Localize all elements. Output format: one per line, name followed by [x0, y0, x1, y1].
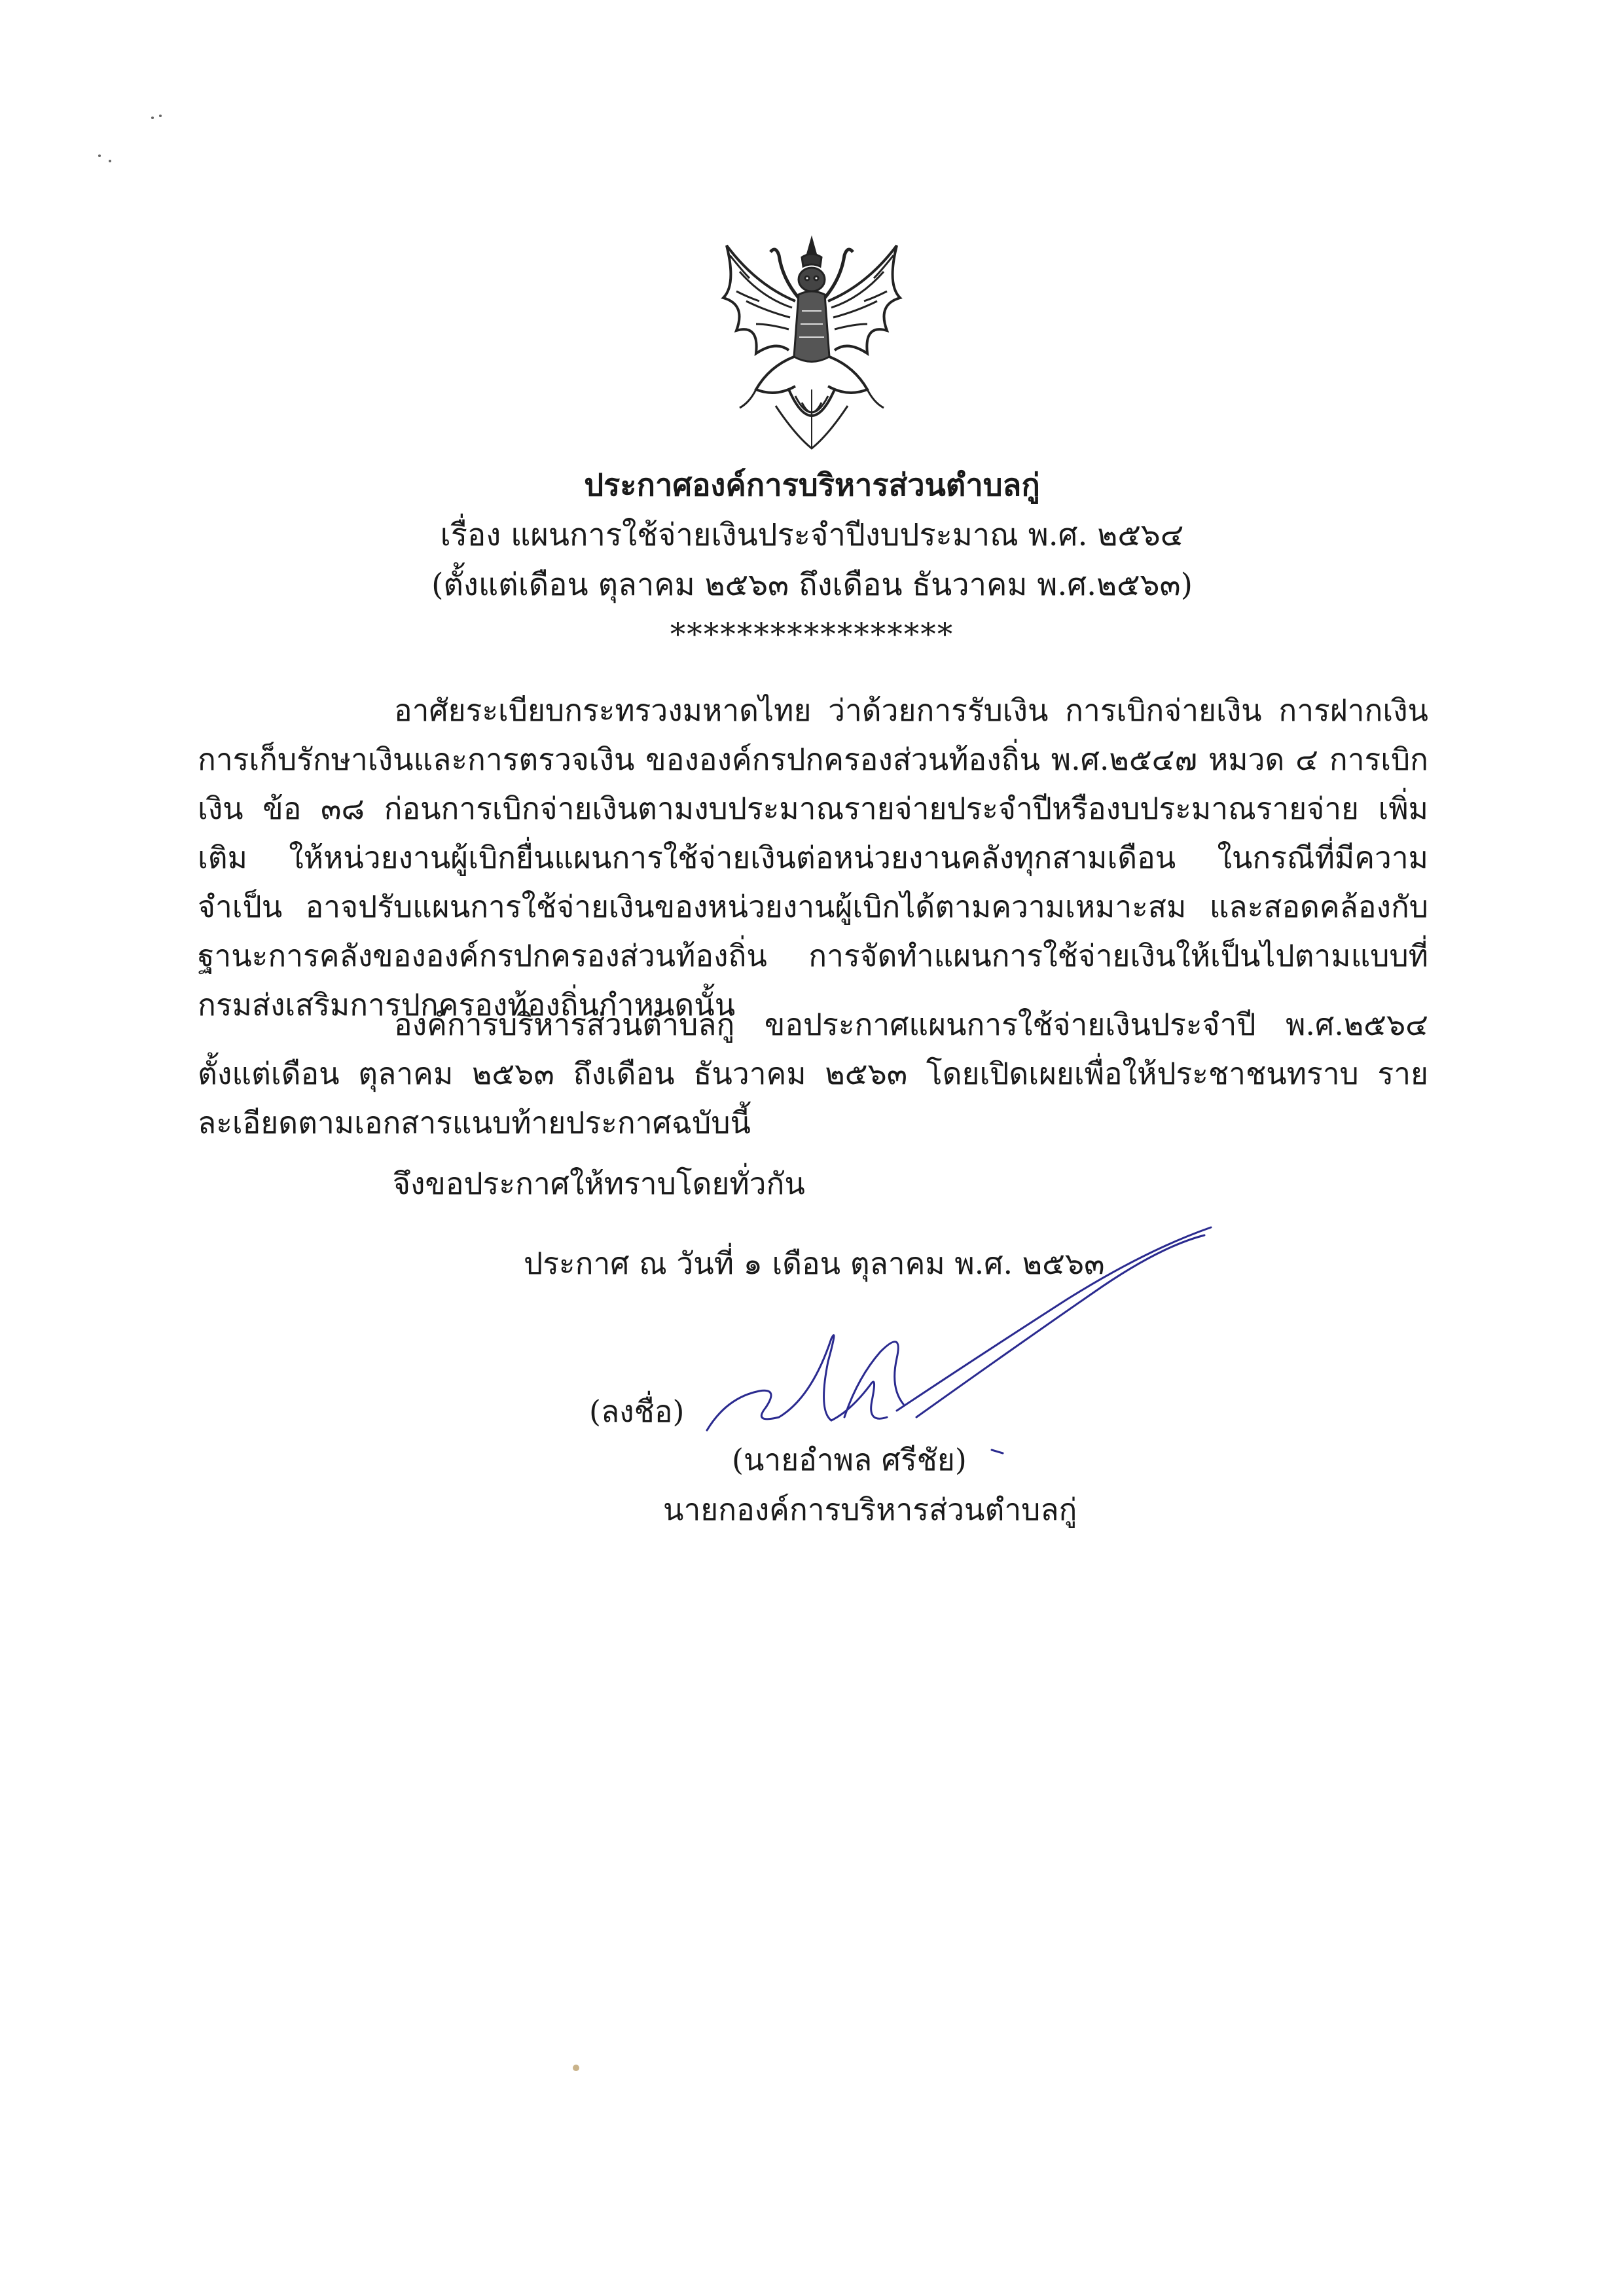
garuda-emblem-icon: [710, 226, 913, 455]
handwritten-signature: [700, 1221, 1224, 1456]
announcement-title: ประกาศองค์การบริหารส่วนตำบลกู่: [584, 467, 1040, 503]
announcement-date: ประกาศ ณ วันที่ ๑ เดือน ตุลาคม พ.ศ. ๒๕๖๓: [524, 1246, 1105, 1281]
signer-name: (นายอำพล ศรีชัย): [732, 1442, 967, 1477]
body-paragraph-2: องค์การบริหารส่วนตำบลกู่ ขอประกาศแผนการใช้จ่ายเงินประจำปี พ.ศ.๒๕๖๔ ตั้งแต่เดือน ตุลาคม ๒๕๖๓ ถึงเดือน ธันวาคม ๒๕๖๓ โดยเปิดเผยเพื่อให้ประชาชนทราบ รายละเอียดตามเอกสารแนบท้ายประกาศฉบับนี้: [198, 1007, 1428, 1140]
body-paragraph-1: อาศัยระเบียบกระทรวงมหาดไทย ว่าด้วยการรับเงิน การเบิกจ่ายเงิน การฝากเงิน การเก็บรักษาเงินและการตรวจเงิน ขององค์กรปกครองส่วนท้องถิ่น พ.ศ.๒๕๔๗ หมวด ๔ การเบิกเงิน ข้อ ๓๘ ก่อนการเบิกจ่ายเงินตามงบประมาณรายจ่ายประจำปีหรืองบประมาณรายจ่าย เพิ่มเติม ให้หน่วยงานผู้เบิกยื่นแผนการใช้จ่ายเงินต่อหน่วยงานคลังทุกสามเดือน ในกรณีที่มีความจำเป็น อาจปรับแผนการใช้จ่ายเงินของหน่วยงานผู้เบิกได้ตามความเหมาะสม และสอดคล้องกับฐานะการคลังขององค์กรปกครองส่วนท้องถิ่น การจัดทำแผนการใช้จ่ายเงินให้เป็นไปตามแบบที่กรมส่งเสริมการปกครองท้องถิ่นกำหนดนั้น: [198, 693, 1428, 1022]
closing-statement: จึงขอประกาศให้ทราบโดยทั่วกัน: [393, 1166, 805, 1201]
separator-stars: *****************: [670, 617, 954, 653]
signer-title: นายกองค์การบริหารส่วนตำบลกู่: [663, 1492, 1077, 1527]
announcement-subject: เรื่อง แผนการใช้จ่ายเงินประจำปีงบประมาณ พ.ศ. ๒๕๖๔: [440, 517, 1184, 553]
announcement-period: (ตั้งแต่เดือน ตุลาคม ๒๕๖๓ ถึงเดือน ธันวาคม พ.ศ.๒๕๖๓): [431, 567, 1193, 603]
sign-label: (ลงชื่อ): [589, 1394, 685, 1429]
